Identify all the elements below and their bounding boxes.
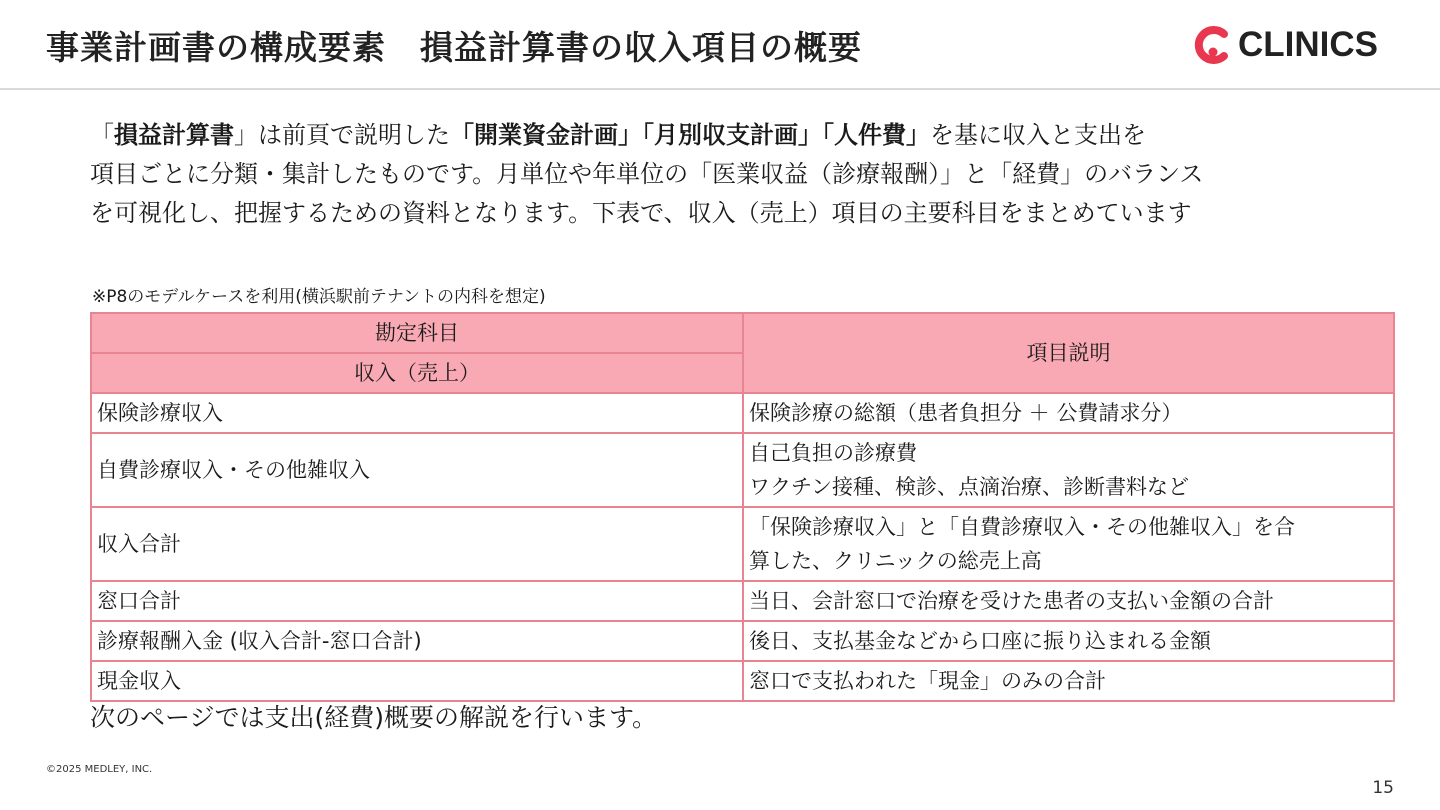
row-desc-line: 「保険診療収入」と「自費診療収入・その他雑収入」を合 [749, 515, 1295, 539]
row-desc-line: 算した、クリニックの総売上高 [749, 549, 1042, 573]
header-description: 項目説明 [743, 313, 1394, 393]
table-row [91, 621, 1394, 661]
table-row [91, 581, 1394, 621]
intro-text: を基に収入と支出を [930, 121, 1146, 149]
table-row [91, 433, 1394, 507]
revenue-items-table [90, 312, 1395, 702]
intro-bold-plans: 「開業資金計画」「月別収支計画」「人件費」 [450, 121, 930, 149]
intro-line-3: を可視化し、把握するための資料となります。下表で、収入（売上）項目の主要科目をまとめています [90, 199, 1192, 227]
clinics-logo [1192, 24, 1378, 66]
intro-paragraph [90, 116, 1410, 233]
row-description [743, 507, 1394, 581]
row-item: 収入合計 [91, 507, 743, 581]
intro-text: 「 [90, 121, 114, 149]
intro-text: 」は前頁で説明した [234, 121, 450, 149]
row-item: 窓口合計 [91, 581, 743, 621]
row-desc-line: 自己負担の診療費 [749, 441, 917, 465]
header-revenue: 収入（売上） [91, 353, 743, 393]
row-desc-line: 窓口で支払われた「現金」のみの合計 [749, 669, 1106, 693]
row-item: 診療報酬入金 (収入合計-窓口合計) [91, 621, 743, 661]
table-row [91, 393, 1394, 433]
row-desc-line: ワクチン接種、検診、点滴治療、診断書料など [749, 475, 1189, 499]
row-desc-line: 後日、支払基金などから口座に振り込まれる金額 [749, 629, 1211, 653]
table-row [91, 507, 1394, 581]
row-item: 自費診療収入・その他雑収入 [91, 433, 743, 507]
next-page-note: 次のページでは支出(経費)概要の解説を行います。 [90, 703, 658, 732]
row-description [743, 661, 1394, 701]
table-header-row [91, 313, 1394, 353]
table-row [91, 661, 1394, 701]
row-desc-line: 当日、会計窓口で治療を受けた患者の支払い金額の合計 [749, 589, 1274, 613]
logo-text: CLINICS [1238, 25, 1378, 64]
row-description [743, 433, 1394, 507]
row-description [743, 581, 1394, 621]
row-desc-line: 保険診療の総額（患者負担分 ＋ 公費請求分） [749, 401, 1183, 425]
header-account: 勘定科目 [91, 313, 743, 353]
page-header [0, 0, 1440, 90]
intro-bold-pl: 損益計算書 [114, 121, 234, 149]
page-number: 15 [1372, 778, 1394, 798]
row-item: 現金収入 [91, 661, 743, 701]
intro-line-2: 項目ごとに分類・集計したものです。月単位や年単位の「医業収益（診療報酬）」と「経費」のバランス [90, 160, 1204, 188]
copyright: ©2025 MEDLEY, INC. [46, 764, 153, 775]
clinics-logo-icon [1192, 25, 1232, 65]
page-title: 事業計画書の構成要素 損益計算書の収入項目の概要 [46, 28, 862, 67]
row-description [743, 621, 1394, 661]
row-description [743, 393, 1394, 433]
model-case-note: ※P8のモデルケースを利用(横浜駅前テナントの内科を想定) [92, 287, 546, 307]
row-item: 保険診療収入 [91, 393, 743, 433]
